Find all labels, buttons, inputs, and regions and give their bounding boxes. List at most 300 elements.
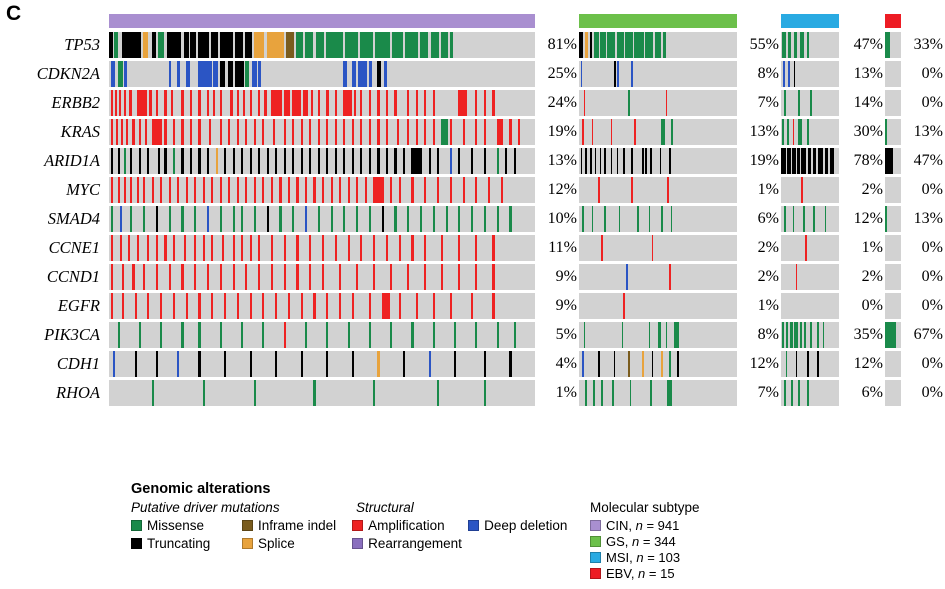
alteration-mark [433,322,435,348]
alteration-mark [207,264,209,290]
alteration-mark [220,322,222,348]
alteration-mark [322,235,324,261]
alteration-mark [271,177,273,203]
frequency-cin-egfr: 9% [555,297,577,314]
alteration-mark [230,90,232,116]
alteration-mark [169,61,172,87]
alteration-mark [382,206,384,232]
alteration-mark [433,293,435,319]
track-msi-smad4 [781,206,839,232]
alteration-mark [492,264,494,290]
track-ebv-pik3ca [885,322,901,348]
alteration-mark [791,380,793,406]
alteration-mark [471,206,473,232]
alteration-mark [441,235,443,261]
alteration-mark [198,119,200,145]
alteration-mark [198,61,212,87]
molecular-legend-label: GS, n = 344 [606,534,676,549]
legend-driver-heading: Putative driver mutations [131,500,280,515]
alteration-mark [275,351,277,377]
alteration-mark [386,119,388,145]
gene-rows [0,32,945,406]
legend-item-label: Inframe indel [258,518,337,533]
alteration-mark [220,119,222,145]
alteration-mark [787,148,790,174]
alteration-mark [203,380,205,406]
track-cin-egfr [109,293,535,319]
alteration-mark [119,90,121,116]
alteration-mark [335,148,337,174]
frequency-ebv-arid1a: 47% [913,152,943,169]
track-msi-myc [781,177,839,203]
alteration-mark [352,119,354,145]
alteration-mark [352,351,354,377]
alteration-mark [120,206,122,232]
alteration-mark [137,90,148,116]
alteration-mark [177,351,179,377]
frequency-cin-kras: 19% [547,123,577,140]
alteration-mark [309,264,311,290]
molecular-legend-item [590,566,890,581]
alteration-mark [220,206,222,232]
alteration-mark [660,148,662,174]
alteration-mark [318,206,320,232]
track-cin-pik3ca [109,322,535,348]
track-ebv-rhoa [885,380,901,406]
frequency-ebv-tp53: 33% [913,36,943,53]
alteration-mark [250,90,252,116]
gene-label-ccne1: CCNE1 [48,238,100,257]
alteration-mark [403,148,405,174]
alteration-mark [120,235,122,261]
frequency-ebv-ccnd1: 0% [921,268,943,285]
alteration-mark [663,32,666,58]
alteration-mark [788,61,790,87]
frequency-gs-ccnd1: 2% [757,268,779,285]
alteration-mark [813,206,815,232]
alteration-mark [211,235,213,261]
alteration-mark [800,322,802,348]
alteration-mark [173,119,175,145]
alteration-mark [592,119,594,145]
alteration-mark [343,90,352,116]
alteration-mark [604,206,606,232]
alteration-mark [373,177,384,203]
legend-swatch-icon [242,520,253,531]
alteration-mark [228,61,232,87]
subtype-bar-msi [781,14,839,28]
alteration-mark [782,119,784,145]
alteration-mark [198,148,200,174]
alteration-mark [305,322,307,348]
alteration-mark [360,32,373,58]
alteration-mark [645,32,653,58]
alteration-mark [805,235,807,261]
alteration-mark [271,235,273,261]
alteration-mark [118,177,120,203]
alteration-mark [149,90,151,116]
alteration-mark [220,61,225,87]
alteration-mark [296,264,298,290]
alteration-mark [582,119,584,145]
alteration-mark [216,148,218,174]
alteration-mark [642,351,644,377]
alteration-mark [233,148,235,174]
alteration-mark [258,235,260,261]
alteration-mark [292,90,301,116]
legend-driver-col-a [131,518,242,554]
alteration-mark [211,293,213,319]
frequency-gs-tp53: 55% [749,36,779,53]
alteration-mark [203,235,205,261]
alteration-mark [825,148,828,174]
track-ebv-egfr [885,293,901,319]
alteration-mark [810,90,812,116]
frequency-msi-arid1a: 78% [853,152,883,169]
alteration-mark [369,61,372,87]
track-msi-kras [781,119,839,145]
track-cin-rhoa [109,380,535,406]
gene-label-kras: KRAS [60,122,100,141]
alteration-mark [671,119,673,145]
gene-row [0,119,945,145]
alteration-mark [126,119,128,145]
track-cin-arid1a [109,148,535,174]
alteration-mark [114,32,118,58]
alteration-mark [424,264,426,290]
alteration-mark [284,235,286,261]
oncoprint-chart [0,14,945,409]
alteration-mark [116,119,118,145]
alteration-mark [614,61,616,87]
alteration-mark [369,206,371,232]
alteration-mark [492,235,494,261]
alteration-mark [581,61,583,87]
alteration-mark [584,322,586,348]
track-cin-ccne1 [109,235,535,261]
track-gs-pik3ca [579,322,737,348]
alteration-mark [288,177,290,203]
alteration-mark [169,206,171,232]
alteration-mark [254,177,256,203]
alteration-mark [424,177,426,203]
alteration-mark [492,293,494,319]
alteration-mark [207,90,209,116]
panel-label: C [6,2,22,25]
track-cin-cdkn2a [109,61,535,87]
alteration-mark [661,119,665,145]
alteration-mark [623,293,625,319]
alteration-mark [158,148,160,174]
alteration-mark [463,177,465,203]
alteration-mark [301,293,303,319]
alteration-mark [377,119,379,145]
alteration-mark [235,61,244,87]
alteration-mark [420,206,422,232]
alteration-mark [152,380,154,406]
alteration-mark [818,148,823,174]
alteration-mark [109,32,113,58]
alteration-mark [825,206,827,232]
alteration-mark [394,90,396,116]
track-msi-rhoa [781,380,839,406]
alteration-mark [793,119,795,145]
legend-item-label: Rearrangement [368,536,462,551]
alteration-mark [392,32,403,58]
alteration-mark [373,235,375,261]
alteration-mark [386,148,388,174]
alteration-mark [135,293,137,319]
alteration-mark [220,177,222,203]
alteration-mark [124,61,127,87]
alteration-mark [118,322,120,348]
track-gs-erbb2 [579,90,737,116]
track-gs-tp53 [579,32,737,58]
alteration-mark [292,206,294,232]
alteration-mark [612,380,614,406]
frequency-msi-cdh1: 12% [853,355,883,372]
alteration-mark [228,177,230,203]
alteration-mark [784,380,786,406]
alteration-mark [885,148,893,174]
alteration-mark [137,177,139,203]
alteration-mark [262,177,264,203]
alteration-mark [158,32,164,58]
alteration-mark [830,148,835,174]
alteration-mark [390,264,392,290]
alteration-mark [190,148,192,174]
alteration-mark [441,264,443,290]
track-gs-myc [579,177,737,203]
legend-swatch-icon [131,520,142,531]
subtype-bar-row [0,14,945,28]
alteration-mark [885,32,890,58]
alteration-mark [450,32,453,58]
alteration-mark [186,177,188,203]
legend-swatch-icon [352,538,363,549]
alteration-mark [262,322,264,348]
alteration-mark [645,148,647,174]
molecular-legend-label: CIN, n = 941 [606,518,680,533]
alteration-mark [145,119,147,145]
frequency-gs-rhoa: 7% [757,384,779,401]
frequency-cin-ccnd1: 9% [555,268,577,285]
alteration-mark [198,322,200,348]
alteration-mark [224,148,226,174]
track-ebv-ccnd1 [885,264,901,290]
alteration-mark [143,206,145,232]
gene-label-cdh1: CDH1 [56,354,100,373]
legend-molecular-title: Molecular subtype [590,500,700,515]
alteration-mark [384,61,387,87]
alteration-mark [411,177,413,203]
alteration-mark [181,119,183,145]
alteration-mark [241,206,243,232]
alteration-mark [433,90,435,116]
alteration-mark [375,32,390,58]
gene-label-smad4: SMAD4 [47,209,100,228]
track-gs-arid1a [579,148,737,174]
alteration-mark [135,351,137,377]
alteration-mark [475,177,477,203]
legend-molecular-items [590,518,890,581]
alteration-mark [111,61,114,87]
alteration-mark [669,264,671,290]
alteration-mark [617,61,619,87]
alteration-mark [458,264,460,290]
alteration-mark [501,177,503,203]
alteration-mark [273,119,275,145]
alteration-mark [454,322,456,348]
track-msi-arid1a [781,148,839,174]
alteration-mark [271,90,282,116]
frequency-ebv-smad4: 13% [913,210,943,227]
alteration-mark [164,119,166,145]
alteration-mark [800,32,805,58]
alteration-mark [292,148,294,174]
alteration-mark [488,177,490,203]
legend-item-label: Amplification [368,518,445,533]
alteration-mark [241,148,243,174]
alteration-mark [650,380,652,406]
alteration-mark [220,90,223,116]
alteration-mark [377,148,379,174]
alteration-mark [783,61,785,87]
alteration-mark [611,148,613,174]
alteration-mark [650,148,652,174]
legend-structural-heading: Structural [356,500,414,515]
alteration-mark [787,119,789,145]
alteration-mark [143,32,148,58]
frequency-cin-cdkn2a: 25% [547,65,577,82]
alteration-mark [808,148,811,174]
alteration-mark [292,119,294,145]
track-cin-erbb2 [109,90,535,116]
alteration-mark [590,32,592,58]
alteration-mark [264,90,266,116]
alteration-mark [390,322,392,348]
legend-item [131,518,242,533]
alteration-mark [286,32,295,58]
alteration-mark [250,235,252,261]
alteration-mark [649,206,651,232]
alteration-mark [794,322,797,348]
alteration-mark [284,119,286,145]
alteration-mark [790,322,793,348]
alteration-mark [407,264,409,290]
alteration-mark [152,177,154,203]
alteration-mark [128,235,130,261]
alteration-mark [322,177,324,203]
legend [131,481,945,582]
alteration-mark [164,148,166,174]
track-cin-smad4 [109,206,535,232]
frequency-gs-cdkn2a: 8% [757,65,779,82]
alteration-mark [619,206,621,232]
alteration-mark [326,32,343,58]
alteration-mark [339,293,341,319]
track-gs-ccnd1 [579,264,737,290]
alteration-mark [407,90,409,116]
legend-title: Genomic alterations [131,481,271,497]
alteration-mark [360,148,362,174]
frequency-cin-cdh1: 4% [555,355,577,372]
frequency-ebv-rhoa: 0% [921,384,943,401]
alteration-mark [211,177,213,203]
track-gs-cdkn2a [579,61,737,87]
gene-row [0,148,945,174]
alteration-mark [360,119,362,145]
alteration-mark [450,119,452,145]
alteration-mark [492,90,494,116]
track-cin-tp53 [109,32,535,58]
alteration-mark [186,293,188,319]
alteration-mark [497,119,503,145]
alteration-mark [600,148,602,174]
alteration-mark [213,61,217,87]
alteration-mark [130,206,132,232]
alteration-mark [245,61,248,87]
frequency-gs-pik3ca: 8% [757,326,779,343]
alteration-mark [345,32,358,58]
alteration-mark [129,90,131,116]
alteration-mark [405,32,418,58]
alteration-mark [598,351,600,377]
alteration-mark [786,351,788,377]
alteration-mark [209,119,211,145]
legend-item [242,536,352,551]
alteration-mark [601,380,603,406]
alteration-mark [331,177,333,203]
alteration-mark [241,235,243,261]
frequency-gs-cdh1: 12% [749,355,779,372]
alteration-mark [885,119,887,145]
alteration-mark [326,293,328,319]
alteration-mark [798,90,800,116]
alteration-mark [245,177,247,203]
alteration-mark [296,235,298,261]
frequency-ebv-pik3ca: 67% [913,326,943,343]
alteration-mark [139,119,141,145]
alteration-mark [674,322,679,348]
alteration-mark [243,90,245,116]
subtype-bar-ebv-fill [885,14,901,28]
alteration-mark [137,235,139,261]
alteration-mark [450,148,452,174]
alteration-mark [284,90,290,116]
alteration-mark [326,119,328,145]
alteration-mark [671,206,673,232]
alteration-mark [411,322,413,348]
alteration-mark [254,206,256,232]
track-ebv-tp53 [885,32,901,58]
frequency-msi-ccne1: 1% [861,239,883,256]
alteration-mark [626,264,628,290]
alteration-mark [509,119,511,145]
alteration-mark [416,293,418,319]
alteration-mark [228,119,230,145]
alteration-mark [475,264,477,290]
track-gs-rhoa [579,380,737,406]
alteration-mark [661,206,663,232]
alteration-mark [313,177,315,203]
alteration-mark [164,90,166,116]
alteration-mark [258,61,261,87]
alteration-mark [652,235,654,261]
alteration-mark [198,351,200,377]
alteration-mark [335,235,337,261]
molecular-swatch-icon [590,520,601,531]
